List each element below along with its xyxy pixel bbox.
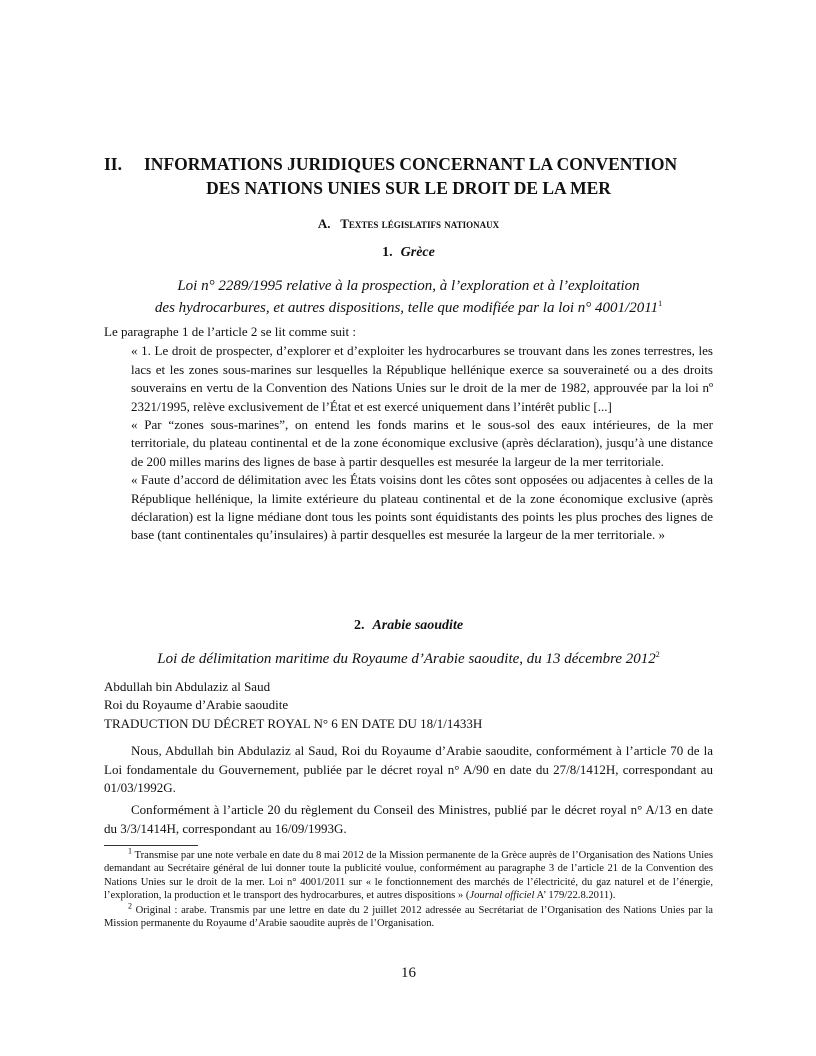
subsection-number: 1. [382, 245, 393, 260]
footnote-separator [104, 845, 198, 846]
subsection-number: 2. [353, 618, 365, 633]
greece-quote-para1: « 1. Le droit de prospecter, d’explorer et d’exploiter les hydrocarbures se trouvant dans les zones terrestres, les lacs et les zones sous-marines sur lesquelles la République hellénique exerce sa souveraineté ou a des droits souverains en vertu de la Convention des Nations Unies sur le droit de la mer de 1982, approuvée par la loi nº 2321/1995, relève exclusivement de l’État et est exercé uniquement dans l’intérêt public [...] [131, 343, 713, 414]
chapter-number: II. [104, 154, 122, 174]
footnote-2 [104, 901, 713, 931]
footnote-1-text: Transmise par une note verbale en date du 8 mai 2012 de la Mission permanente de la Grèce auprès de l’Organisation des Nations Unies demandant au Secrétaire général de lui donner toute la publicité voulue, conformément au paragraphe 3 de l’article 21 de la Convention des Nations Unies sur le droit de la mer. Loi n° 4001/2011 sur « le fonctionnement des marchés de l’électricité, du gaz naturel et de l’énergie, l’exploration, la production et le transport des hydrocarbures, et autres dispositions » ( [104, 850, 713, 901]
saudi-law-title [104, 648, 713, 670]
footnote-2-text: Original : arabe. Transmis par une lettre en date du 2 juillet 2012 adressée au Secrétariat de l’Organisation des Nations Unies par la Mission permanente du Royaume d’Arabie saoudite auprès de l’Organisation. [104, 905, 713, 930]
section-heading [104, 216, 713, 232]
greece-law-title-line1: Loi n° 2289/1995 relative à la prospection, à l’exploration et à l’exploitation [177, 278, 640, 294]
greece-intro: Le paragraphe 1 de l’article 2 se lit comme suit : [104, 324, 356, 339]
saudi-line2: Roi du Royaume d’Arabie saoudite [104, 697, 289, 713]
saudi-line1: Abdullah bin Abdulaziz al Saud [104, 679, 271, 694]
footnotes [104, 846, 713, 931]
saudi-para2: Conformément à l’article 20 du règlement du Conseil des Ministres, publié par le décret royal n° A/13 en date du 3/3/1414H, correspondant au 16/09/1993G. [104, 802, 713, 836]
footnote-1 [104, 846, 713, 902]
chapter-title-line1: INFORMATIONS JURIDIQUES CONCERNANT LA CONVENTION [144, 154, 678, 174]
greece-body [104, 323, 713, 545]
page-number: 16 [401, 965, 416, 981]
saudi-line3: TRADUCTION DU DÉCRET ROYAL N° 6 EN DATE DU 18/1/1433H [104, 715, 483, 731]
footnote-1-journal: Journal officiel [469, 889, 535, 901]
footnote-ref-2: 2 [655, 650, 660, 659]
chapter-title-line2: DES NATIONS UNIES SUR LE DROIT DE LA MER [206, 178, 611, 198]
greece-quote-para3: « Faute d’accord de délimitation avec les États voisins dont les côtes sont opposées ou adjacentes à celles de la République hellénique, la limite extérieure du plateau continental et de la zone économique exclusive (après déclaration) est la ligne médiane dont tous les points sont équidistants des points les plus proches des lignes de base (tant continentales qu’insulaires) à partir desquelles est mesurée la largeur de la mer territoriale. » [131, 472, 713, 543]
greece-law-title-line2: des hydrocarbures, et autres dispositions, telle que modifiée par la loi n° 4001/2011 [154, 300, 659, 316]
greece-quote [104, 342, 713, 544]
saudi-law-title-text: Loi de délimitation maritime du Royaume d’Arabie saoudite, du 13 décembre 2012 [157, 651, 656, 667]
footnote-ref-1: 1 [658, 299, 663, 308]
footnote-1-number: 1 [128, 846, 132, 856]
saudi-para1: Nous, Abdullah bin Abdulaziz al Saud, Roi du Royaume d’Arabie saoudite, conformément à l’article 70 de la Loi fondamentale du Gouvernement, publiée par le décret royal n° A/90 en date du 27/8/1412H, correspondant au 01/03/1992G. [104, 743, 713, 796]
greece-quote-para2: « Par “zones sous-marines”, on entend les fonds marins et le sous-sol des eaux intérieures, de la mer territoriale, du plateau continental et de la zone économique exclusive (après déclaration), jusqu’à une distance de 200 milles marins des lignes de base à partir desquelles est mesurée la largeur de la mer territoriale. [131, 417, 713, 469]
saudi-body [104, 678, 713, 838]
section-title: Textes législatifs nationaux [340, 216, 500, 231]
subsection-country: Arabie saoudite [372, 618, 464, 633]
subsection-country: Grèce [400, 245, 435, 260]
subsection-saudi [104, 618, 713, 634]
greece-law-title [104, 275, 713, 319]
footnote-1-tail: A’ 179/22.8.2011). [534, 889, 616, 901]
subsection-greece [104, 245, 713, 261]
section-letter: A. [317, 216, 331, 231]
footnote-2-number: 2 [128, 901, 132, 911]
